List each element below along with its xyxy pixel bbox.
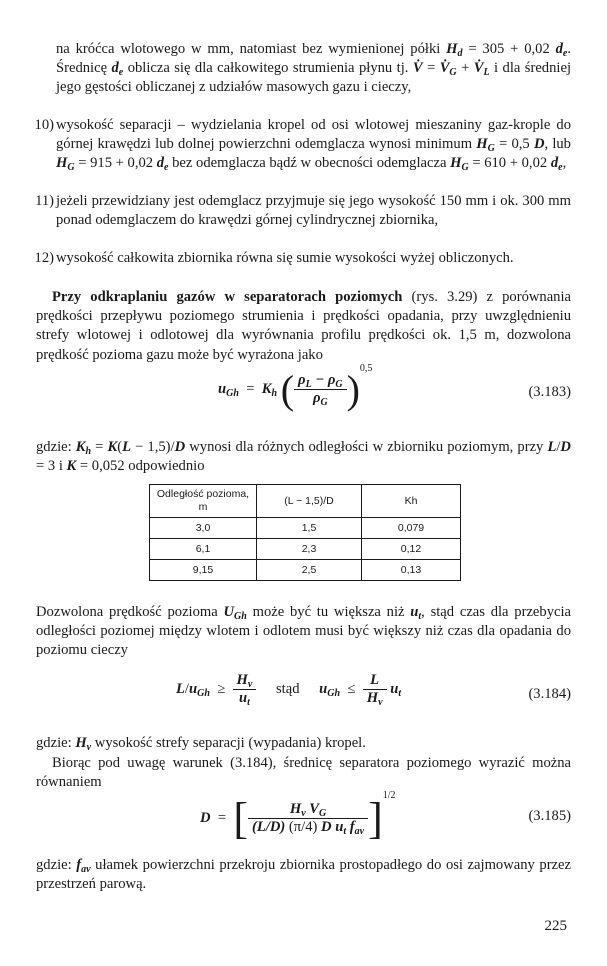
list-text: jeżeli przewidziany jest odemglacz przyjmuje się jego wysokość 150 mm i ok. 300 mm ponad odemglaczem do krawędzi górnej cylindrycznej zbiornika, xyxy=(56,193,571,229)
formula-ugh: $U_{Gh}$ xyxy=(223,604,247,622)
biorac-paragraph xyxy=(36,754,571,792)
page-number: 225 xyxy=(544,918,567,934)
gdzie-fav-paragraph: gdzie: $f_{av}$ ułamek powierzchni przekroju zbiornika prostopadłego do osi zajmowany przez przestrzeń parową. xyxy=(36,857,571,893)
gdzie-label: gdzie: xyxy=(36,439,72,455)
gdzie-hv-paragraph: gdzie: $H_v$ wysokość strefy separacji (wypadania) kropel. xyxy=(36,735,366,753)
bold-lead: Przy odkraplaniu gazów w separatorach poziomych xyxy=(52,289,403,305)
formula-hd: $H_d = 305 + 0,02$ $d_e$. Średnicę $d_e$ xyxy=(56,41,571,79)
table-row xyxy=(150,539,461,560)
formula-ld: L/D = 3 i K = 0,052 xyxy=(36,439,571,475)
table-header-row xyxy=(150,485,461,518)
equation-number-183: (3.183) xyxy=(528,384,571,400)
continuation-text-2: oblicza się dla całkowitego strumienia xyxy=(127,60,355,77)
gdzie-text: wynosi dla różnych odległości w zbiorniku poziomym, przy xyxy=(189,439,544,455)
table-row xyxy=(150,560,461,581)
table-cell: 0,079 xyxy=(362,518,461,539)
table-row xyxy=(150,518,461,539)
table-cell: 9,15 xyxy=(150,560,257,581)
list-number: 10) xyxy=(34,117,54,133)
table-header: (L − 1,5)/D xyxy=(257,485,362,518)
table-cell: 0,13 xyxy=(362,560,461,581)
list-number: 11) xyxy=(35,193,54,209)
formula-hg: $H_G = 0,5$ D, lub $H_G = 915 + 0,02$ $d_e$ bez odemglacza bądź w obecności odemglacza $H_G = 610 + 0,02$ $d_e$, xyxy=(56,136,571,174)
formula-flow: V̇ = $V̇_G$ + $V̇_L$ xyxy=(412,60,490,79)
table-cell: 6,1 xyxy=(150,539,257,560)
list-item-11 xyxy=(36,192,571,230)
paragraph-text: (rys. 3.29) z porównania prędkości przepływu poziomego strumienia i prędkości opadania, przy uwzględnieniu strefy wlotowej i odlotowej dla wyrównania profilu prędkości ok. 1,5 m, dozwolona prędkość pozioma gazu może być wyrażona jako xyxy=(36,289,572,363)
equation-number-185: (3.185) xyxy=(528,808,571,824)
paragraph-text-b: może być tu większa niż xyxy=(252,604,405,620)
continuation-text-1: na króćca wlotowego w mm, natomiast bez wymienionej półki xyxy=(56,41,441,57)
horizontal-separators-paragraph xyxy=(36,288,571,365)
kh-table xyxy=(149,484,461,581)
equation-3-184: $L/u_{Gh}$ ≥ $\frac{H_v}{u_t}$ stąd $u_{Gh}$ ≤ $\frac{L}{H_v}$ $u_t$ xyxy=(176,672,402,708)
continuation-text-4: i dla średniej jego gęstości obliczanej z udziałów masowych gazu i cieczy, xyxy=(56,60,571,96)
list-item-12 xyxy=(36,249,571,268)
table-header: Kh xyxy=(362,485,461,518)
list-item-10 xyxy=(36,116,571,174)
gdzie-fav-text: ułamek powierzchni przekroju zbiornika prostopadłego do osi zajmowany przez przestrzeń parową. xyxy=(36,857,571,893)
table-cell: 3,0 xyxy=(150,518,257,539)
table-header: Odległość pozioma, m xyxy=(150,485,257,518)
equation-3-185: D = [ $\frac{H_v V_G}{(L/D) (\pi/4) D u_t f_{av}}$ ]$^{1/2}$ xyxy=(200,789,396,843)
gdzie-hv-text: wysokość strefy separacji (wypadania) kropel. xyxy=(94,735,366,751)
equation-number-184: (3.184) xyxy=(528,686,571,702)
formula-ut: $u_t$ xyxy=(410,604,422,622)
table-cell: 2,5 xyxy=(257,560,362,581)
gdzie-text-end: odpowiednio xyxy=(128,458,205,475)
gdzie-kh-paragraph xyxy=(36,438,571,476)
paragraph-text-a: Dozwolona prędkość pozioma xyxy=(36,604,218,620)
paragraph-text-c: , stąd czas dla przebycia odległości poziomej między wlotem i odlotem musi być większy niż czas dla opadania do poziomu cieczy xyxy=(36,604,572,659)
continuation-paragraph xyxy=(36,40,571,98)
dozwolona-paragraph xyxy=(36,603,571,661)
table-cell: 2,3 xyxy=(257,539,362,560)
paragraph-text: Biorąc pod uwagę warunek (3.184), średnicę separatora poziomego wyrazić można równaniem xyxy=(36,755,571,791)
list-number: 12) xyxy=(34,250,54,266)
formula-kh: $K_h = K(L - 1,5)/D$ xyxy=(75,439,186,457)
continuation-text-3: płynu tj. xyxy=(358,60,409,77)
table-cell: 1,5 xyxy=(257,518,362,539)
list-text: wysokość całkowita zbiornika równa się sumie wysokości wyżej obliczonych. xyxy=(56,250,514,266)
table-cell: 0,12 xyxy=(362,539,461,560)
list-text: wysokość separacji – wydzielania kropel od osi wlotowej mieszaniny gaz-krople do górnej krawędzi lub dolnej powierzchni odemglacza wynosi minimum xyxy=(56,117,571,153)
equation-3-183: $u_{Gh} = K_h$ ( $\frac{\rho_L - \rho_G}{\rho_G}$ )$^{0,5}$ xyxy=(218,362,373,412)
stad-word: stąd xyxy=(276,681,300,697)
